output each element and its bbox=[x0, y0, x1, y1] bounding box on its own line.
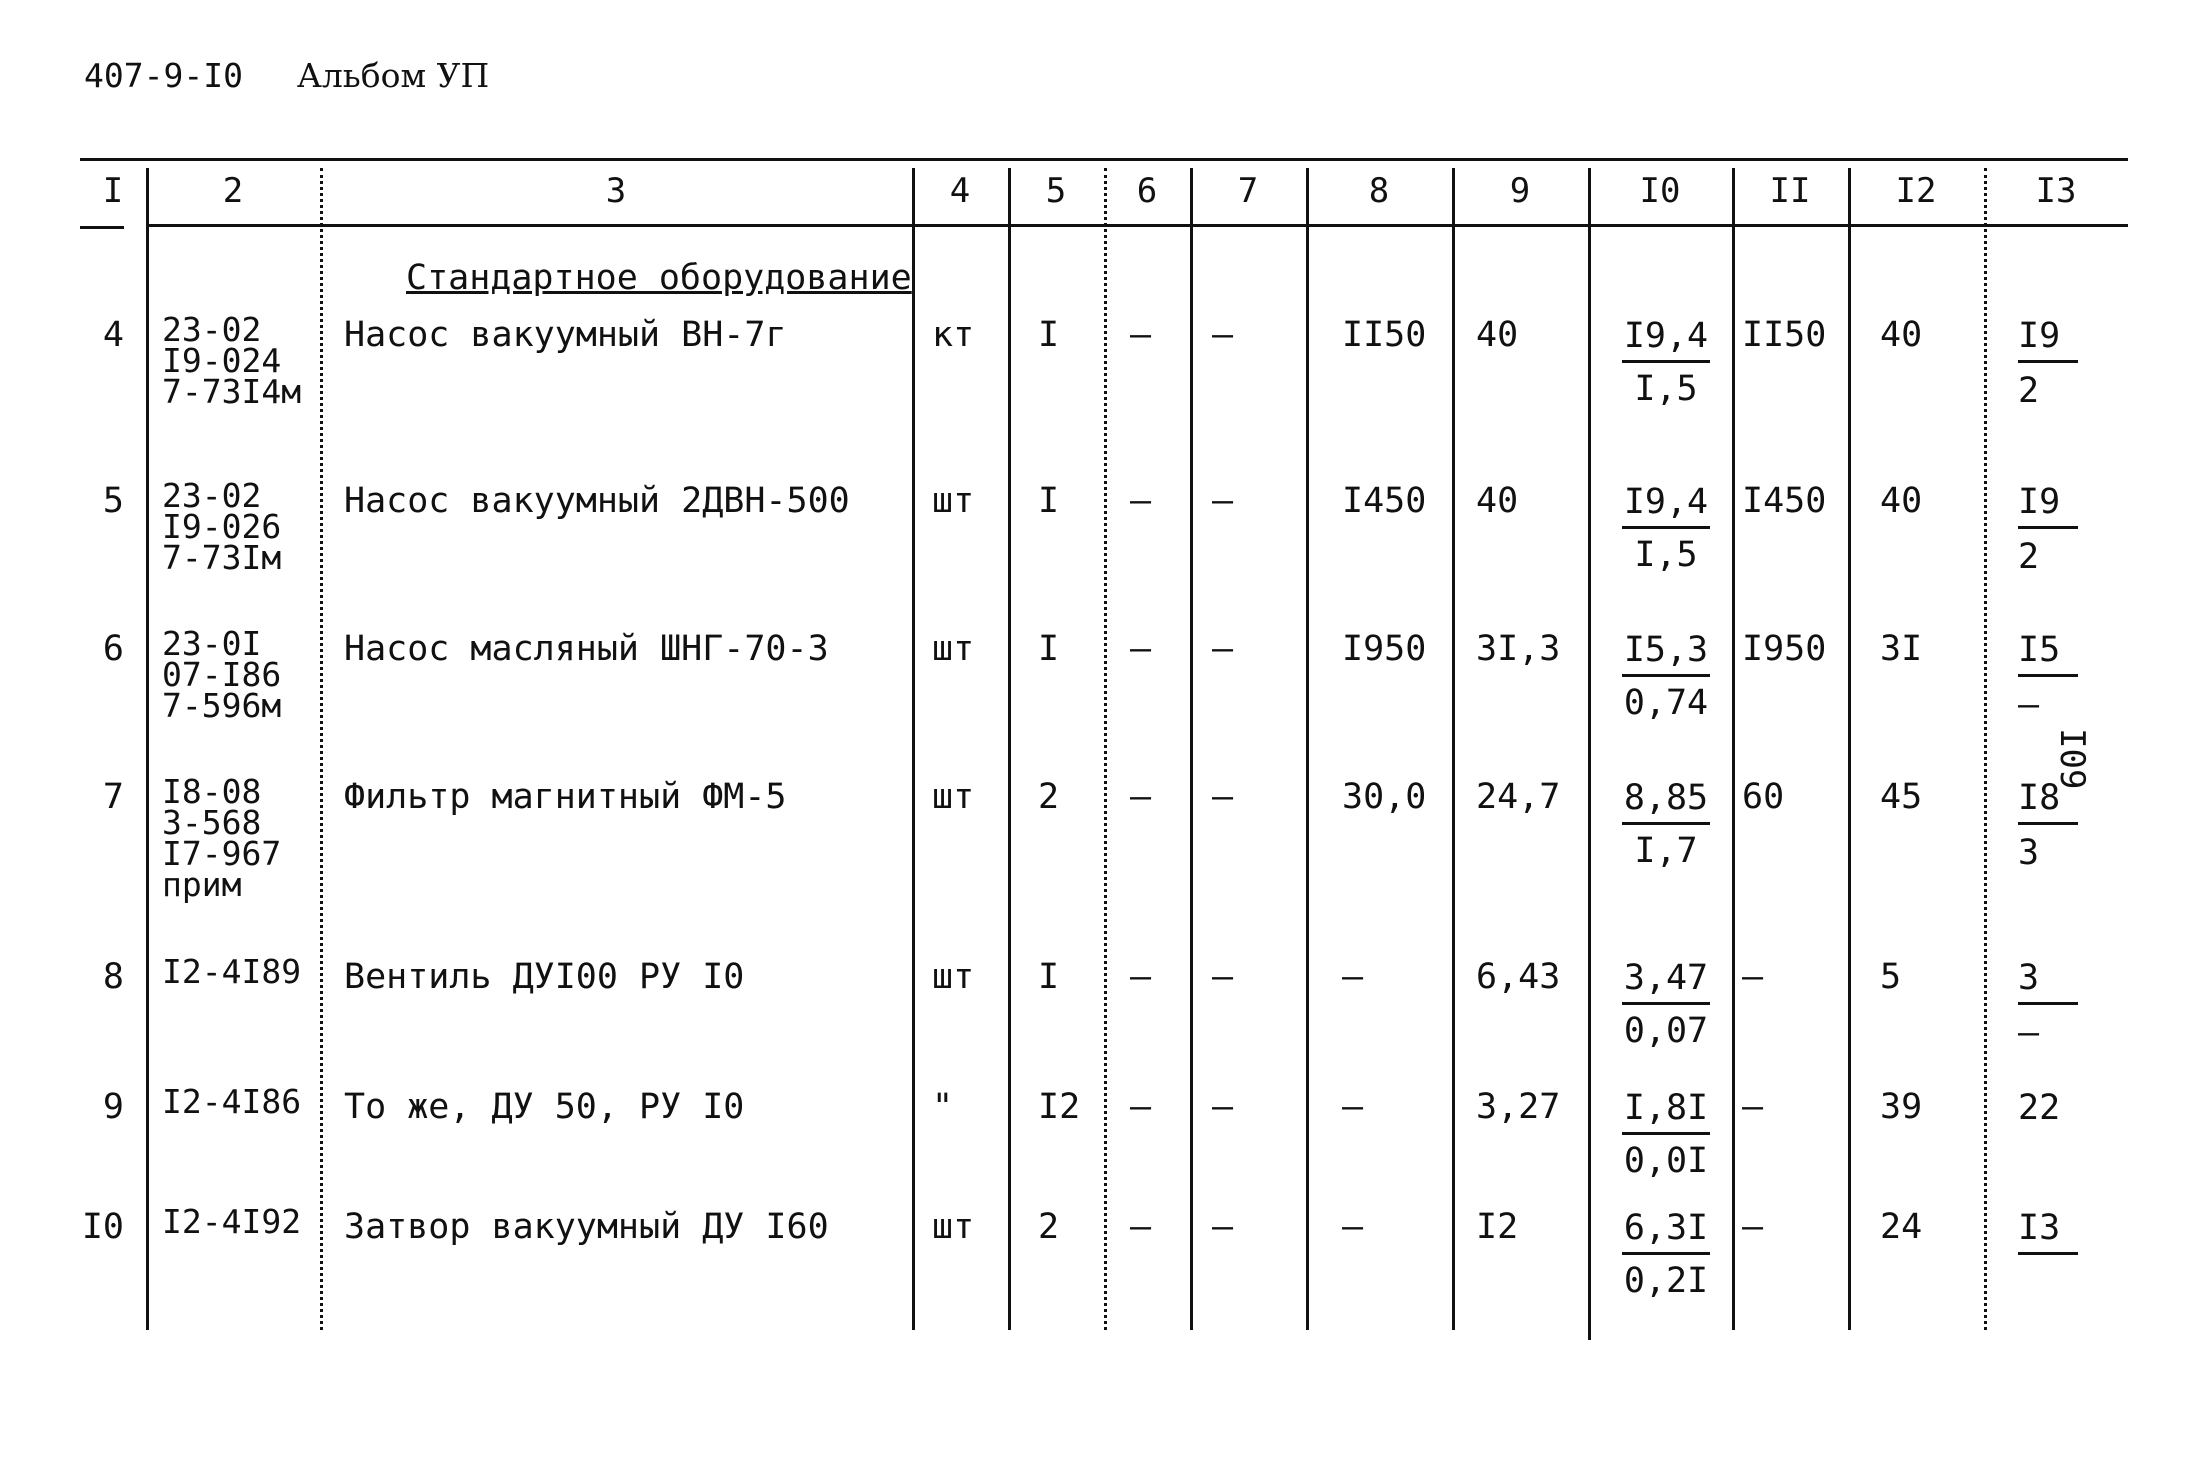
header-rule bbox=[146, 224, 2128, 227]
quantity: 2 bbox=[1038, 777, 1060, 817]
fraction-numerator: 22 bbox=[2018, 1088, 2061, 1128]
col-11-value: I450 bbox=[1742, 481, 1827, 521]
doc-code: 407-9-I0 bbox=[84, 56, 243, 95]
column-separator bbox=[1190, 168, 1193, 1330]
fraction-numerator: I9 bbox=[2018, 482, 2078, 529]
column-header: II bbox=[1769, 171, 1811, 211]
column-separator bbox=[1104, 168, 1107, 1330]
row-number: 8 bbox=[102, 957, 124, 997]
col-13-fraction bbox=[2018, 482, 2078, 577]
unit: кт bbox=[932, 315, 975, 355]
column-separator bbox=[1984, 168, 1987, 1330]
col-12-value: 39 bbox=[1880, 1087, 1923, 1127]
equipment-name: Вентиль ДУI00 РУ I0 bbox=[344, 957, 745, 997]
col-6-value: – bbox=[1130, 1207, 1152, 1247]
equipment-name: Насос вакуумный ВН-7г bbox=[344, 315, 787, 355]
col-9-value: I2 bbox=[1476, 1207, 1519, 1247]
col-7-value: – bbox=[1212, 481, 1234, 521]
col-10-fraction bbox=[1616, 316, 1716, 409]
fraction-numerator: 3,47 bbox=[1622, 958, 1710, 1005]
column-separator bbox=[1306, 168, 1309, 1330]
fraction-denominator: 0,0I bbox=[1623, 1141, 1709, 1181]
col-6-value: – bbox=[1130, 777, 1152, 817]
quantity: 2 bbox=[1038, 1207, 1060, 1247]
row-number: 6 bbox=[102, 629, 124, 669]
col-13-fraction bbox=[2018, 316, 2078, 411]
col-8-value: I450 bbox=[1342, 481, 1427, 521]
col-10-fraction bbox=[1616, 1088, 1716, 1181]
col-13-fraction bbox=[2018, 630, 2078, 725]
fraction-numerator: I,8I bbox=[1622, 1088, 1710, 1135]
equipment-name: Затвор вакуумный ДУ I60 bbox=[344, 1207, 829, 1247]
col-13-fraction bbox=[2018, 778, 2078, 873]
col-9-value: 3I,3 bbox=[1476, 629, 1561, 669]
price-code: I2-4I89 bbox=[162, 952, 302, 991]
column-separator bbox=[146, 168, 149, 1330]
fraction-numerator: I5,3 bbox=[1622, 630, 1710, 677]
row-number: I0 bbox=[81, 1207, 124, 1247]
col-12-value: 40 bbox=[1880, 315, 1923, 355]
fraction-numerator: I9 bbox=[2018, 316, 2078, 363]
fraction-denominator: 0,2I bbox=[1623, 1261, 1709, 1301]
equipment-name: Насос вакуумный 2ДВН-500 bbox=[344, 481, 850, 521]
price-code: I8-08 3-568 I7-967 прим bbox=[162, 772, 282, 904]
col-6-value: – bbox=[1130, 1087, 1152, 1127]
column-header: 4 bbox=[949, 171, 971, 211]
column-header: I bbox=[102, 171, 124, 211]
column-separator bbox=[912, 168, 915, 1330]
price-code: 23-02 I9-024 7-73I4м bbox=[162, 310, 302, 411]
col-9-value: 6,43 bbox=[1476, 957, 1561, 997]
quantity: I bbox=[1038, 481, 1060, 521]
column-header: 2 bbox=[222, 171, 244, 211]
column-separator bbox=[1588, 168, 1591, 1340]
fraction-denominator: 2 bbox=[2018, 371, 2040, 411]
col-13-fraction bbox=[2018, 958, 2078, 1053]
col-8-value: – bbox=[1342, 1087, 1364, 1127]
col-13-fraction bbox=[2018, 1088, 2078, 1140]
col-9-value: 40 bbox=[1476, 481, 1519, 521]
col-7-value: – bbox=[1212, 315, 1234, 355]
column-header: 9 bbox=[1509, 171, 1531, 211]
fraction-numerator: I8 bbox=[2018, 778, 2078, 825]
fraction-numerator: I5 bbox=[2018, 630, 2078, 677]
fraction-numerator: 3 bbox=[2018, 958, 2078, 1005]
section-title: Стандартное оборудование bbox=[406, 258, 912, 298]
price-code: 23-02 I9-026 7-73Iм bbox=[162, 476, 282, 577]
unit: шт bbox=[932, 629, 975, 669]
column-separator bbox=[1452, 168, 1455, 1330]
unit: шт bbox=[932, 777, 975, 817]
fraction-denominator: 0,07 bbox=[1623, 1011, 1709, 1051]
column-separator bbox=[1008, 168, 1011, 1330]
fraction-denominator: I,5 bbox=[1634, 369, 1698, 409]
quantity: I bbox=[1038, 629, 1060, 669]
col-11-value: – bbox=[1742, 1207, 1764, 1247]
column-header: 5 bbox=[1045, 171, 1067, 211]
fraction-denominator: 2 bbox=[2018, 537, 2040, 577]
col-8-value: 30,0 bbox=[1342, 777, 1427, 817]
specification-table bbox=[80, 158, 2128, 1330]
col-6-value: – bbox=[1130, 481, 1152, 521]
col-10-fraction bbox=[1616, 958, 1716, 1051]
fraction-numerator: I3 bbox=[2018, 1208, 2078, 1255]
page-number: I09 bbox=[2052, 728, 2092, 790]
fraction-denominator: 3 bbox=[2018, 833, 2040, 873]
col-13-fraction bbox=[2018, 1208, 2078, 1263]
col-7-value: – bbox=[1212, 777, 1234, 817]
col-8-value: – bbox=[1342, 1207, 1364, 1247]
column-separator bbox=[320, 168, 323, 1330]
fraction-numerator: 6,3I bbox=[1622, 1208, 1710, 1255]
table-top-rule bbox=[80, 158, 2128, 161]
fraction-denominator: I,7 bbox=[1634, 831, 1698, 871]
fraction-denominator: – bbox=[2018, 1013, 2040, 1053]
equipment-name: То же, ДУ 50, РУ I0 bbox=[344, 1087, 745, 1127]
col-10-fraction bbox=[1616, 482, 1716, 575]
col-11-value: I950 bbox=[1742, 629, 1827, 669]
unit: шт bbox=[932, 1207, 975, 1247]
col-12-value: 3I bbox=[1880, 629, 1923, 669]
quantity: I bbox=[1038, 315, 1060, 355]
quantity: I2 bbox=[1038, 1087, 1081, 1127]
column-separator bbox=[1732, 168, 1735, 1330]
col-12-value: 45 bbox=[1880, 777, 1923, 817]
col-8-value: I950 bbox=[1342, 629, 1427, 669]
col-10-fraction bbox=[1616, 630, 1716, 723]
col-8-value: – bbox=[1342, 957, 1364, 997]
col-11-value: – bbox=[1742, 1087, 1764, 1127]
row-number: 4 bbox=[102, 315, 124, 355]
col-9-value: 40 bbox=[1476, 315, 1519, 355]
column-header: 3 bbox=[605, 171, 627, 211]
col-7-value: – bbox=[1212, 957, 1234, 997]
col-9-value: 3,27 bbox=[1476, 1087, 1561, 1127]
column-header: 6 bbox=[1136, 171, 1158, 211]
price-code: 23-0I 07-I86 7-596м bbox=[162, 624, 282, 725]
unit: шт bbox=[932, 957, 975, 997]
col-11-value: II50 bbox=[1742, 315, 1827, 355]
column-header: 8 bbox=[1368, 171, 1390, 211]
col-11-value: 60 bbox=[1742, 777, 1785, 817]
price-code: I2-4I86 bbox=[162, 1082, 302, 1121]
quantity: I bbox=[1038, 957, 1060, 997]
column-header: I3 bbox=[2035, 171, 2077, 211]
col-12-value: 40 bbox=[1880, 481, 1923, 521]
equipment-name: Насос масляный ШНГ-70-3 bbox=[344, 629, 829, 669]
fraction-numerator: I9,4 bbox=[1622, 482, 1710, 529]
column-header: I2 bbox=[1895, 171, 1937, 211]
col-10-fraction bbox=[1616, 778, 1716, 871]
col-8-value: II50 bbox=[1342, 315, 1427, 355]
unit: шт bbox=[932, 481, 975, 521]
header-rule-col1 bbox=[80, 226, 124, 229]
unit: " bbox=[932, 1087, 954, 1127]
col-12-value: 5 bbox=[1880, 957, 1902, 997]
price-code: I2-4I92 bbox=[162, 1202, 302, 1241]
col-6-value: – bbox=[1130, 629, 1152, 669]
fraction-denominator: – bbox=[2018, 685, 2040, 725]
row-number: 5 bbox=[102, 481, 124, 521]
fraction-denominator: 0,74 bbox=[1623, 683, 1709, 723]
equipment-name: Фильтр магнитный ФМ-5 bbox=[344, 777, 787, 817]
col-10-fraction bbox=[1616, 1208, 1716, 1301]
col-6-value: – bbox=[1130, 957, 1152, 997]
fraction-numerator: 8,85 bbox=[1622, 778, 1710, 825]
col-12-value: 24 bbox=[1880, 1207, 1923, 1247]
album-label: Альбом УП bbox=[296, 56, 490, 95]
col-7-value: – bbox=[1212, 629, 1234, 669]
column-header: I0 bbox=[1639, 171, 1681, 211]
row-number: 9 bbox=[102, 1087, 124, 1127]
col-6-value: – bbox=[1130, 315, 1152, 355]
row-number: 7 bbox=[102, 777, 124, 817]
col-7-value: – bbox=[1212, 1087, 1234, 1127]
document-header bbox=[84, 56, 489, 95]
col-11-value: – bbox=[1742, 957, 1764, 997]
column-header: 7 bbox=[1237, 171, 1259, 211]
column-separator bbox=[1848, 168, 1851, 1330]
col-7-value: – bbox=[1212, 1207, 1234, 1247]
col-9-value: 24,7 bbox=[1476, 777, 1561, 817]
fraction-numerator: I9,4 bbox=[1622, 316, 1710, 363]
fraction-denominator: I,5 bbox=[1634, 535, 1698, 575]
